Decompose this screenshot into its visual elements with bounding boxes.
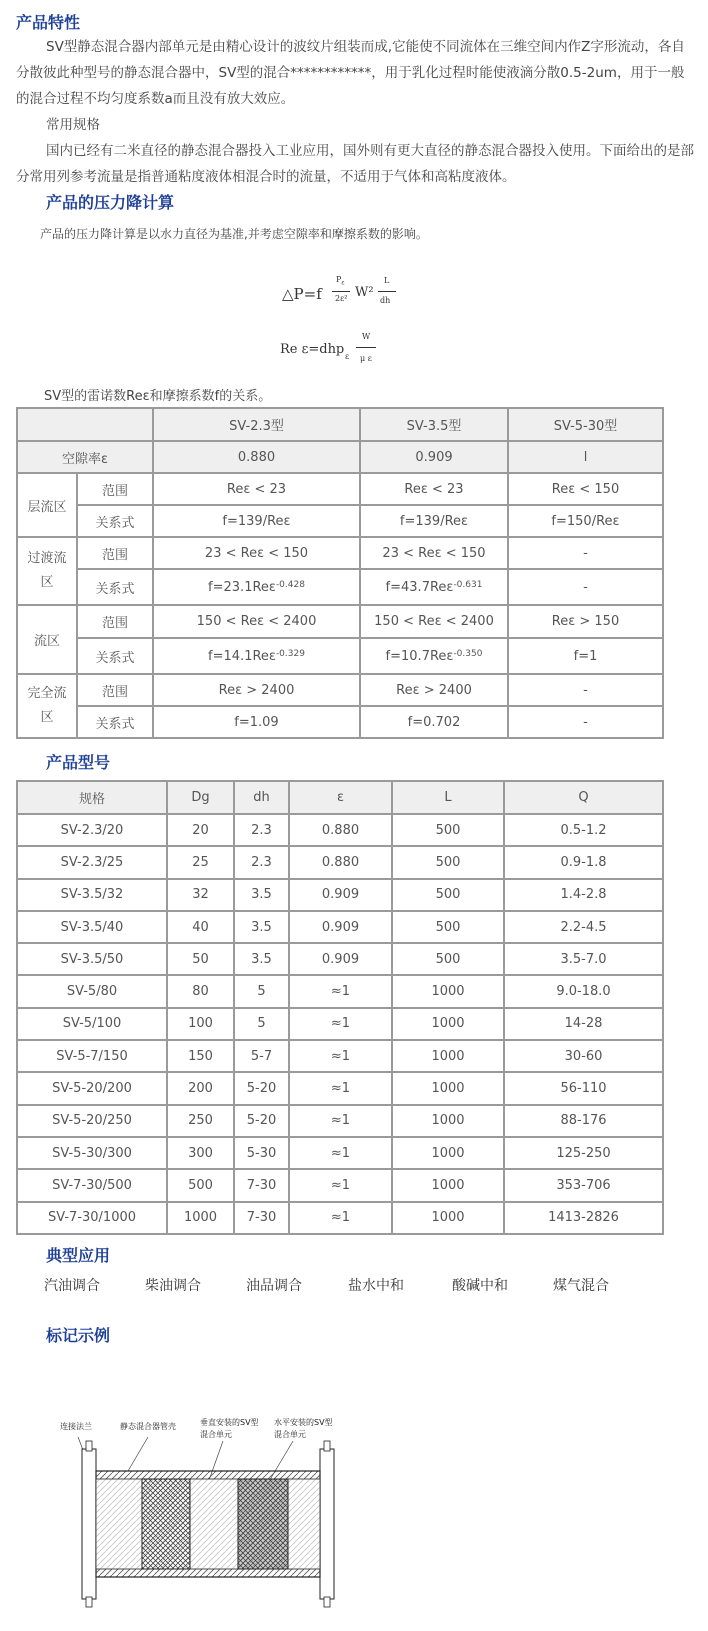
label-shell: 静态混合器管壳: [120, 1422, 176, 1431]
table-row: [17, 674, 663, 706]
table-row: [17, 569, 663, 605]
header-flow: Q: [504, 781, 663, 814]
table-row: [17, 1072, 663, 1104]
model-dg-cell: 20: [167, 814, 234, 846]
model-spec-cell: SV-2.3/25: [17, 846, 167, 878]
features-para2: 国内已经有二米直径的静态混合器投入工业应用，国外则有更大直径的静态混合器投入使用。下面给出的是部分常用列参考流量是指普通粘度液体相混合时的流量，不适用于气体和高粘度液体。: [16, 143, 694, 185]
model-epsilon-cell: ≈1: [289, 1105, 392, 1137]
list-item: 油品调合: [246, 1278, 302, 1294]
model-flow-cell: 2.2-4.5: [504, 911, 663, 943]
header-length: L: [392, 781, 504, 814]
relation-label: 关系式: [77, 505, 153, 537]
model-dg-cell: 80: [167, 975, 234, 1007]
table-cell: 23 < Reε < 150: [360, 537, 508, 569]
table-row: [17, 1137, 663, 1169]
label-flange: 连接法兰: [60, 1422, 92, 1431]
header-empty-cell: [17, 408, 153, 441]
model-length-cell: 500: [392, 814, 504, 846]
model-dg-cell: 50: [167, 943, 234, 975]
model-length-cell: 500: [392, 943, 504, 975]
label-vertical-unit: 垂直安装的SV型: [200, 1418, 259, 1427]
regime-label-transition: 过渡流 区: [17, 537, 77, 605]
table-row: [17, 638, 663, 674]
table-cell: 150 < Reε < 2400: [360, 605, 508, 638]
model-length-cell: 1000: [392, 1040, 504, 1072]
model-dh-cell: 5-7: [234, 1040, 289, 1072]
model-dg-cell: 100: [167, 1008, 234, 1040]
model-dg-cell: 250: [167, 1105, 234, 1137]
model-spec-cell: SV-7-30/500: [17, 1169, 167, 1201]
regime-label-turbulent: 流区: [17, 605, 77, 674]
table-cell: Reε < 23: [153, 473, 360, 505]
features-paragraph: [16, 34, 694, 190]
model-epsilon-cell: ≈1: [289, 1169, 392, 1201]
table-cell: f=1.09: [153, 706, 360, 738]
model-epsilon-cell: ≈1: [289, 1040, 392, 1072]
table-cell: f=43.7Reε$^{-0.631}$: [360, 569, 508, 605]
model-length-cell: 1000: [392, 1008, 504, 1040]
table-row: [17, 1169, 663, 1201]
table-cell: Reε < 150: [508, 473, 663, 505]
relation-label: 关系式: [77, 706, 153, 738]
list-item: 柴油调合: [145, 1278, 201, 1294]
friction-table-caption: SV型的雷诺数Reε和摩擦系数f的关系。: [44, 389, 272, 404]
label-horizontal-unit: 水平安装的SV型: [274, 1418, 333, 1427]
model-dg-cell: 32: [167, 879, 234, 911]
table-row: [17, 706, 663, 738]
table-cell: l: [508, 441, 663, 473]
model-spec-table: [16, 780, 664, 1235]
table-cell: 0.880: [153, 441, 360, 473]
model-dh-cell: 7-30: [234, 1202, 289, 1234]
table-row: [17, 1008, 663, 1040]
model-dg-cell: 300: [167, 1137, 234, 1169]
list-item: 煤气混合: [553, 1278, 609, 1294]
model-spec-cell: SV-5/100: [17, 1008, 167, 1040]
table-cell: f=139/Reε: [360, 505, 508, 537]
model-dg-cell: 40: [167, 911, 234, 943]
section-title-models: 产品型号: [46, 753, 111, 772]
model-epsilon-cell: 0.909: [289, 943, 392, 975]
section-title-pressure: 产品的压力降计算: [46, 193, 175, 212]
table-cell: -: [508, 537, 663, 569]
range-label: 范围: [77, 605, 153, 638]
model-spec-cell: SV-3.5/40: [17, 911, 167, 943]
void-ratio-label: 空隙率ε: [17, 441, 153, 473]
table-cell: 150 < Reε < 2400: [153, 605, 360, 638]
model-spec-cell: SV-3.5/50: [17, 943, 167, 975]
model-dh-cell: 7-30: [234, 1169, 289, 1201]
header-dh: dh: [234, 781, 289, 814]
model-table-header: [17, 781, 663, 814]
regime-label-laminar: 层流区: [17, 473, 77, 537]
list-item: 汽油调合: [44, 1278, 100, 1294]
friction-relation-table: [16, 407, 664, 739]
header-sv23: SV-2.3型: [153, 408, 360, 441]
table-row: [17, 1202, 663, 1234]
table-header-row: [17, 408, 663, 441]
reynolds-formula: Re ε=dhp ε W μ ε: [280, 330, 440, 374]
model-flow-cell: 125-250: [504, 1137, 663, 1169]
relation-label: 关系式: [77, 638, 153, 674]
range-label: 范围: [77, 674, 153, 706]
model-length-cell: 1000: [392, 1137, 504, 1169]
section-title-features: 产品特性: [16, 13, 81, 32]
section-title-applications: 典型应用: [46, 1246, 111, 1265]
model-flow-cell: 353-706: [504, 1169, 663, 1201]
model-length-cell: 500: [392, 879, 504, 911]
table-cell: 23 < Reε < 150: [153, 537, 360, 569]
table-cell: -: [508, 569, 663, 605]
model-flow-cell: 88-176: [504, 1105, 663, 1137]
model-epsilon-cell: ≈1: [289, 1072, 392, 1104]
table-row: [17, 879, 663, 911]
header-dg: Dg: [167, 781, 234, 814]
model-dh-cell: 5: [234, 975, 289, 1007]
model-dh-cell: 2.3: [234, 846, 289, 878]
model-dh-cell: 3.5: [234, 943, 289, 975]
header-sv530: SV-5-30型: [508, 408, 663, 441]
model-flow-cell: 30-60: [504, 1040, 663, 1072]
mixer-diagram: [58, 1413, 358, 1623]
model-flow-cell: 1413-2826: [504, 1202, 663, 1234]
model-dh-cell: 3.5: [234, 879, 289, 911]
table-cell: f=23.1Reε$^{-0.428}$: [153, 569, 360, 605]
header-epsilon: ε: [289, 781, 392, 814]
pressure-description: 产品的压力降计算是以水力直径为基准,并考虑空隙率和摩擦系数的影响。: [40, 227, 428, 241]
model-dg-cell: 1000: [167, 1202, 234, 1234]
model-flow-cell: 9.0-18.0: [504, 975, 663, 1007]
table-row: [17, 975, 663, 1007]
table-row: [17, 1105, 663, 1137]
table-cell: f=150/Reε: [508, 505, 663, 537]
model-spec-cell: SV-5-20/250: [17, 1105, 167, 1137]
table-row: [17, 943, 663, 975]
table-row: [17, 473, 663, 505]
table-cell: f=10.7Reε$^{-0.350}$: [360, 638, 508, 674]
model-epsilon-cell: ≈1: [289, 1008, 392, 1040]
model-length-cell: 1000: [392, 1105, 504, 1137]
table-cell: Reε > 2400: [360, 674, 508, 706]
list-item: 盐水中和: [348, 1278, 404, 1294]
list-item: 酸碱中和: [452, 1278, 508, 1294]
table-row: [17, 1040, 663, 1072]
regime-label-full-turbulent: 完全流 区: [17, 674, 77, 738]
model-flow-cell: 1.4-2.8: [504, 879, 663, 911]
table-cell: Reε > 2400: [153, 674, 360, 706]
relation-label: 关系式: [77, 569, 153, 605]
model-spec-cell: SV-2.3/20: [17, 814, 167, 846]
model-epsilon-cell: 0.909: [289, 879, 392, 911]
table-cell: Reε > 150: [508, 605, 663, 638]
pressure-drop-formula: △P=f $P_\varepsilon$ 2ε² W² L dh: [282, 270, 442, 320]
label-vertical-unit-2: 混合单元: [200, 1430, 232, 1439]
model-spec-cell: SV-5-7/150: [17, 1040, 167, 1072]
range-label: 范围: [77, 537, 153, 569]
table-cell: f=1: [508, 638, 663, 674]
header-spec: 规格: [17, 781, 167, 814]
model-dh-cell: 3.5: [234, 911, 289, 943]
model-flow-cell: 0.5-1.2: [504, 814, 663, 846]
model-length-cell: 1000: [392, 1169, 504, 1201]
section-title-marking: 标记示例: [46, 1326, 111, 1345]
table-row: [17, 505, 663, 537]
model-flow-cell: 0.9-1.8: [504, 846, 663, 878]
model-dh-cell: 5-30: [234, 1137, 289, 1169]
model-length-cell: 500: [392, 846, 504, 878]
model-dh-cell: 5: [234, 1008, 289, 1040]
table-cell: Reε < 23: [360, 473, 508, 505]
features-subtitle: 常用规格: [46, 117, 100, 133]
model-flow-cell: 3.5-7.0: [504, 943, 663, 975]
model-epsilon-cell: 0.880: [289, 814, 392, 846]
model-dg-cell: 150: [167, 1040, 234, 1072]
model-length-cell: 1000: [392, 975, 504, 1007]
model-dg-cell: 500: [167, 1169, 234, 1201]
table-cell: f=14.1Reε$^{-0.329}$: [153, 638, 360, 674]
model-dh-cell: 5-20: [234, 1105, 289, 1137]
table-cell: f=0.702: [360, 706, 508, 738]
model-spec-cell: SV-5-30/300: [17, 1137, 167, 1169]
model-spec-cell: SV-5-20/200: [17, 1072, 167, 1104]
model-spec-cell: SV-3.5/32: [17, 879, 167, 911]
features-para1: SV型静态混合器内部单元是由精心设计的波纹片组装而成,它能使不同流体在三维空间内作Z字形流动，各自分散彼此种型号的静态混合器中，SV型的混合************，用于乳化过程时能使液滴分散0.5-2um，用于一般的混合过程不均匀度系数a而且没有放大效应。: [16, 39, 685, 107]
model-length-cell: 500: [392, 911, 504, 943]
model-length-cell: 1000: [392, 1202, 504, 1234]
model-spec-cell: SV-5/80: [17, 975, 167, 1007]
range-label: 范围: [77, 473, 153, 505]
model-length-cell: 1000: [392, 1072, 504, 1104]
model-epsilon-cell: ≈1: [289, 1137, 392, 1169]
void-ratio-row: [17, 441, 663, 473]
table-cell: 0.909: [360, 441, 508, 473]
header-sv35: SV-3.5型: [360, 408, 508, 441]
model-flow-cell: 14-28: [504, 1008, 663, 1040]
table-cell: -: [508, 706, 663, 738]
model-epsilon-cell: ≈1: [289, 975, 392, 1007]
table-cell: f=139/Reε: [153, 505, 360, 537]
model-dh-cell: 2.3: [234, 814, 289, 846]
table-row: [17, 911, 663, 943]
model-dg-cell: 25: [167, 846, 234, 878]
model-dg-cell: 200: [167, 1072, 234, 1104]
mixer-drawing: [58, 1413, 358, 1623]
model-dh-cell: 5-20: [234, 1072, 289, 1104]
table-row: [17, 537, 663, 569]
table-cell: -: [508, 674, 663, 706]
label-horizontal-unit-2: 混合单元: [274, 1430, 306, 1439]
table-row: [17, 605, 663, 638]
model-spec-cell: SV-7-30/1000: [17, 1202, 167, 1234]
model-epsilon-cell: 0.909: [289, 911, 392, 943]
table-row: [17, 846, 663, 878]
model-flow-cell: 56-110: [504, 1072, 663, 1104]
model-epsilon-cell: ≈1: [289, 1202, 392, 1234]
model-epsilon-cell: 0.880: [289, 846, 392, 878]
table-row: [17, 814, 663, 846]
